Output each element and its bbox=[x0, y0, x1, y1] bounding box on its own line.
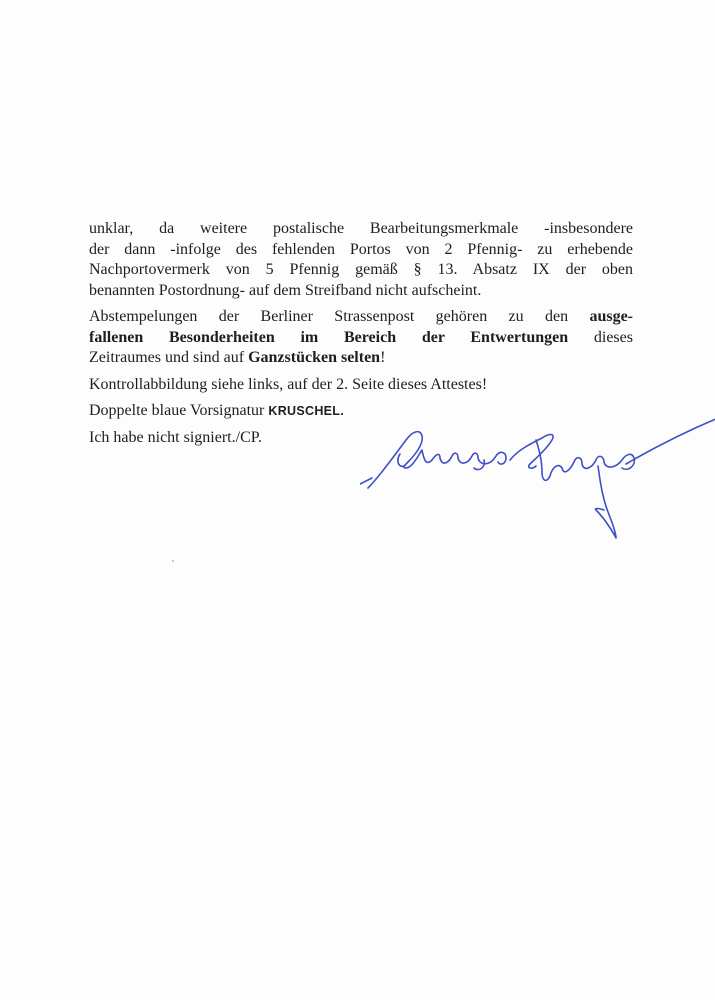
text-line: Kontrollabbildung siehe links, auf der 2. Seite dieses Attestes! bbox=[89, 375, 488, 393]
paper-speck bbox=[172, 560, 174, 562]
handwritten-signature bbox=[360, 410, 715, 550]
text-line: Nachportovermerk von 5 Pfennig gemäß § 13. Absatz IX der oben bbox=[89, 261, 633, 278]
text-line: benannten Postordnung- auf dem Streifband nicht aufscheint. bbox=[89, 281, 482, 299]
text-line: unklar, da weitere postalische Bearbeitungsmerkmale -insbesondere bbox=[89, 220, 633, 237]
bold-run: ausge- bbox=[589, 308, 633, 325]
text-line bbox=[89, 348, 633, 369]
text-line: der dann -infolge des fehlenden Portos von 2 Pfennig- zu erhebende bbox=[89, 240, 633, 258]
paragraph-rarity bbox=[89, 307, 633, 369]
presigner-name: KRUSCHEL. bbox=[268, 404, 344, 418]
text-line bbox=[89, 307, 633, 328]
text-line bbox=[89, 328, 633, 349]
text-line: Ich habe nicht signiert./CP. bbox=[89, 428, 262, 446]
text-run: Doppelte blaue Vorsignatur bbox=[89, 402, 269, 419]
text-run: dieses bbox=[568, 328, 633, 346]
bold-run: Ganzstücken selten bbox=[248, 349, 381, 366]
text-run: Zeitraumes und sind auf bbox=[89, 349, 249, 366]
text-run: ! bbox=[380, 349, 386, 366]
paragraph-control-image bbox=[89, 375, 633, 396]
text-run: Abstempelungen der Berliner Strassenpost gehören zu den bbox=[89, 308, 590, 325]
paragraph-postmark-explanation bbox=[89, 219, 633, 301]
bold-run: fallenen Besonderheiten im Bereich der Entwertungen bbox=[89, 328, 569, 346]
